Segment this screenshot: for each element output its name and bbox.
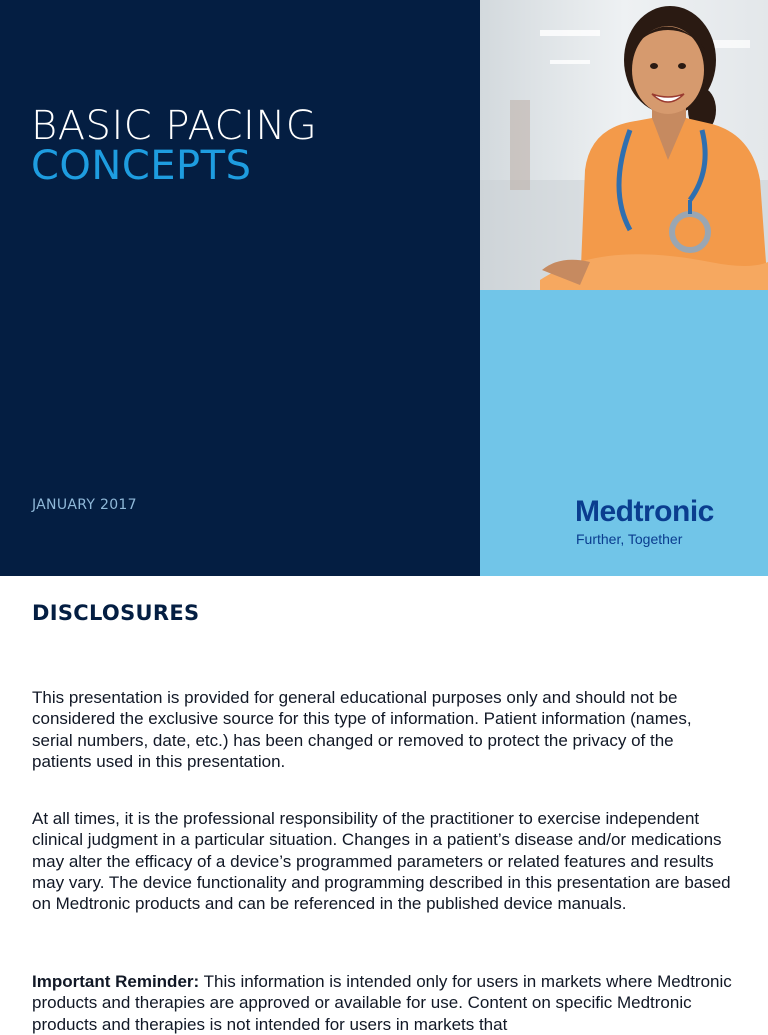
nurse-illustration	[480, 0, 768, 290]
important-reminder-paragraph	[32, 971, 736, 1035]
reminder-label: Important Reminder:	[32, 972, 200, 991]
cover-title-line1: BASIC PACING	[31, 103, 318, 149]
navy-panel	[0, 0, 480, 576]
nurse-photo	[480, 0, 768, 290]
publication-date: JANUARY 2017	[32, 497, 137, 513]
disclosure-paragraph-1: This presentation is provided for general educational purposes only and should not be considered the exclusive source for this type of information. Patient information (names, serial numbers, date, etc.) has been changed or removed to protect the privacy of the patients used in this presentation.	[32, 688, 692, 771]
reminder-text: This information is intended only for users in markets where Medtronic products and therapies are approved or available for use. Content on specific Medtronic products and therapies is not intended for users in markets that	[32, 972, 732, 1034]
disclosures-heading: DISCLOSURES	[32, 601, 200, 625]
disclosure-paragraph-2: At all times, it is the professional responsibility of the practitioner to exercise independent clinical judgment in a particular situation. Changes in a patient’s disease and/or medications may alter the efficacy of a device’s programmed parameters or related features and results may vary. The device functionality and programming described in this presentation are based on Medtronic products and can be referenced in the published device manuals.	[32, 809, 731, 914]
cover-title-line2: CONCEPTS	[31, 143, 252, 189]
medtronic-logo: Medtronic	[575, 495, 714, 528]
logo-tagline: Further, Together	[576, 531, 683, 547]
